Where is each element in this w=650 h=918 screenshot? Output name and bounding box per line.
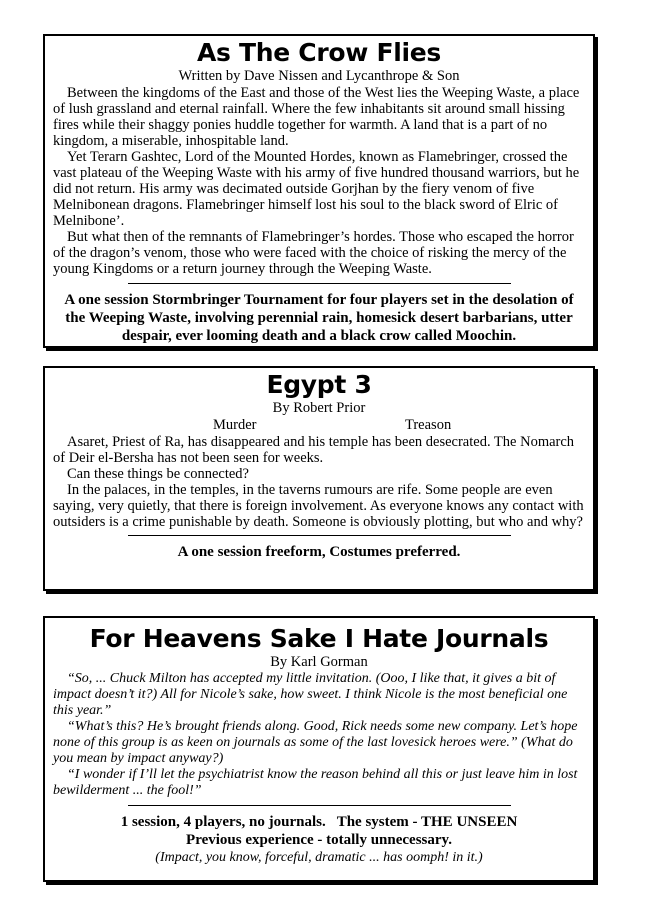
scenario-egypt-box [43, 366, 595, 591]
scenario-author: By Robert Prior [272, 400, 366, 416]
divider-rule [128, 283, 511, 284]
scenario-paragraph: Asaret, Priest of Ra, has disappeared and his temple has been desecrated. The Nomarch of Deir el-Bersha has not been seen for weeks. [53, 434, 575, 466]
scenario-subtitles [53, 417, 585, 434]
scenario-summary-note: (Impact, you know, forceful, dramatic ... has oomph! in it.) [155, 850, 483, 865]
scenario-title: As The Crow Flies [196, 38, 442, 67]
scenario-summary-line: 1 session, 4 players, no journals. The system - THE UNSEEN [120, 814, 518, 830]
scenario-summary: A one session freeform, Costumes preferred. [177, 544, 461, 560]
scenario-paragraph: “I wonder if I’ll let the psychiatrist know the reason behind all this or just leave him in lost bewilderment ... the fool!” [53, 767, 578, 798]
scenario-author: Written by Dave Nissen and Lycanthrope & Son [178, 68, 460, 84]
scenario-journals-box [43, 616, 595, 882]
scenario-author: By Karl Gorman [270, 654, 368, 670]
scenario-paragraph: But what then of the remnants of Flamebringer’s hordes. Those who escaped the horror of the dragon’s venom, those who were faced with the choice of risking the mercy of the young Kingdoms or a return journey through the Weeping Waste. [53, 229, 574, 277]
scenario-title: For Heavens Sake I Hate Journals [89, 624, 549, 653]
scenario-summary: A one session Stormbringer Tournament for four players set in the desolation of the Weeping Waste, involving perennial rain, homesick desert barbarians, utter despair, ever looming death and a black crow called Moochin. [64, 292, 574, 344]
scenario-crow-box [43, 34, 595, 348]
scenario-title: Egypt 3 [266, 370, 372, 399]
divider-rule [128, 535, 511, 536]
scenario-paragraph: Yet Terarn Gashtec, Lord of the Mounted Hordes, known as Flamebringer, crossed the vast plateau of the Weeping Waste with his army of five hundred thousand warriors, but he did not return. His army was decimated outside Gorjhan by the fiery venom of five Melnibonean dragons. Flamebringer himself lost his soul to the black sword of Elric of Melnibone’. [53, 149, 580, 229]
scenario-summary-line: Previous experience - totally unnecessary. [186, 832, 452, 848]
subtitle-treason: Treason [405, 417, 452, 433]
scenario-paragraph: Between the kingdoms of the East and those of the West lies the Weeping Waste, a place of lush grassland and eternal rainfall. Where the few inhabitants sit around small hissing fires while their shaggy ponies huddle together for warmth. A land that is a part of no kingdom, a miserable, inhospitable land. [53, 85, 580, 149]
divider-rule [128, 805, 511, 806]
scenario-paragraph: In the palaces, in the temples, in the taverns rumours are rife. Some people are even saying, very quietly, that there is foreign involvement. As everyone knows any contact with outsiders is a crime punishable by death. Someone is obviously plotting, but who and why? [53, 482, 584, 530]
scenario-paragraph: “So, ... Chuck Milton has accepted my little invitation. (Ooo, I like that, it gives a bit of impact doesn’t it?) All for Nicole’s sake, how sweet. I think Nicole is the most beneficial one this year.” [53, 671, 568, 718]
scenario-paragraph: Can these things be connected? [67, 466, 249, 482]
scenario-paragraph: “What’s this? He’s brought friends along. Good, Rick needs some new company. Let’s hope none of this group is as keen on journals as some of the last lovesick heroes were.” (What do you mean by impact anyway?) [53, 719, 578, 766]
subtitle-murder: Murder [213, 417, 257, 433]
